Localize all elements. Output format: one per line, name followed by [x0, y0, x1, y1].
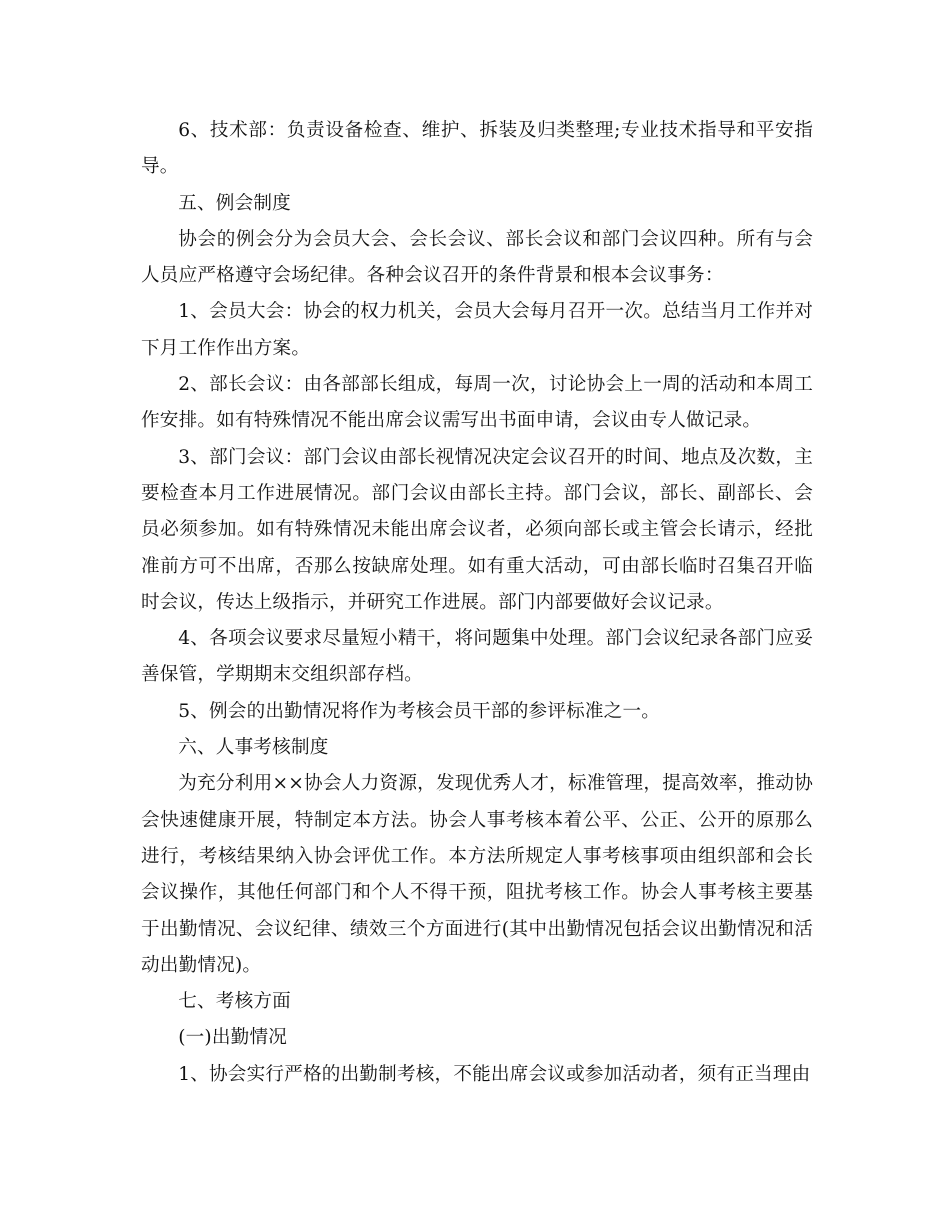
paragraph-general-assembly: 1、会员大会：协会的权力机关，会员大会每月召开一次。总结当月工作并对下月工作作出方案。: [141, 301, 813, 359]
paragraph-assessment-purpose: 为充分利用××协会人力资源，发现优秀人才，标准管理，提高效率，推动协会快速健康开展，特制定本方法。协会人事考核本着公平、公正、公开的原那么进行，考核结果纳入协会评优工作。本方法所规定人事考核事项由组织部和会长会议操作，其他任何部门和个人不得干预，阻扰考核工作。协会人事考核主要基于出勤情况、会议纪律、绩效三个方面进行(其中出勤情况包括会议出勤情况和活动出勤情况)。: [141, 773, 813, 976]
heading-personnel-assessment: 六、人事考核制度: [178, 737, 329, 759]
subheading-attendance: (一)出勤情况: [178, 1027, 288, 1049]
paragraph-attendance-rule: 1、协会实行严格的出勤制考核，不能出席会议或参加活动者，须有正当理由: [178, 1063, 811, 1085]
document-body: [141, 113, 813, 1093]
paragraph-meeting-attendance: 5、例会的出勤情况将作为考核会员干部的参评标准之一。: [178, 700, 661, 722]
heading-regular-meeting: 五、例会制度: [178, 192, 291, 214]
paragraph-meeting-requirements: 4、各项会议要求尽量短小精干，将问题集中处理。部门会议纪录各部门应妥善保管，学期期末交组织部存档。: [141, 628, 813, 686]
paragraph-tech-dept: 6、技术部：负责设备检查、维护、拆装及归类整理;专业技术指导和平安指导。: [141, 120, 813, 178]
paragraph-department-meeting: 3、部门会议：部门会议由部长视情况决定会议召开的时间、地点及次数，主要检查本月工作进展情况。部门会议由部长主持。部门会议，部长、副部长、会员必须参加。如有特殊情况未能出席会议者，必须向部长或主管会长请示，经批准前方可不出席，否那么按缺席处理。如有重大活动，可由部长临时召集召开临时会议，传达上级指示，并研究工作进展。部门内部要做好会议记录。: [141, 446, 813, 613]
heading-assessment-aspects: 七、考核方面: [178, 991, 291, 1013]
paragraph-meeting-types: 协会的例会分为会员大会、会长会议、部长会议和部门会议四种。所有与会人员应严格遵守会场纪律。各种会议召开的条件背景和根本会议事务：: [141, 228, 813, 287]
paragraph-minister-meeting: 2、部长会议：由各部部长组成，每周一次，讨论协会上一周的活动和本周工作安排。如有特殊情况不能出席会议需写出书面申请，会议由专人做记录。: [141, 374, 813, 432]
